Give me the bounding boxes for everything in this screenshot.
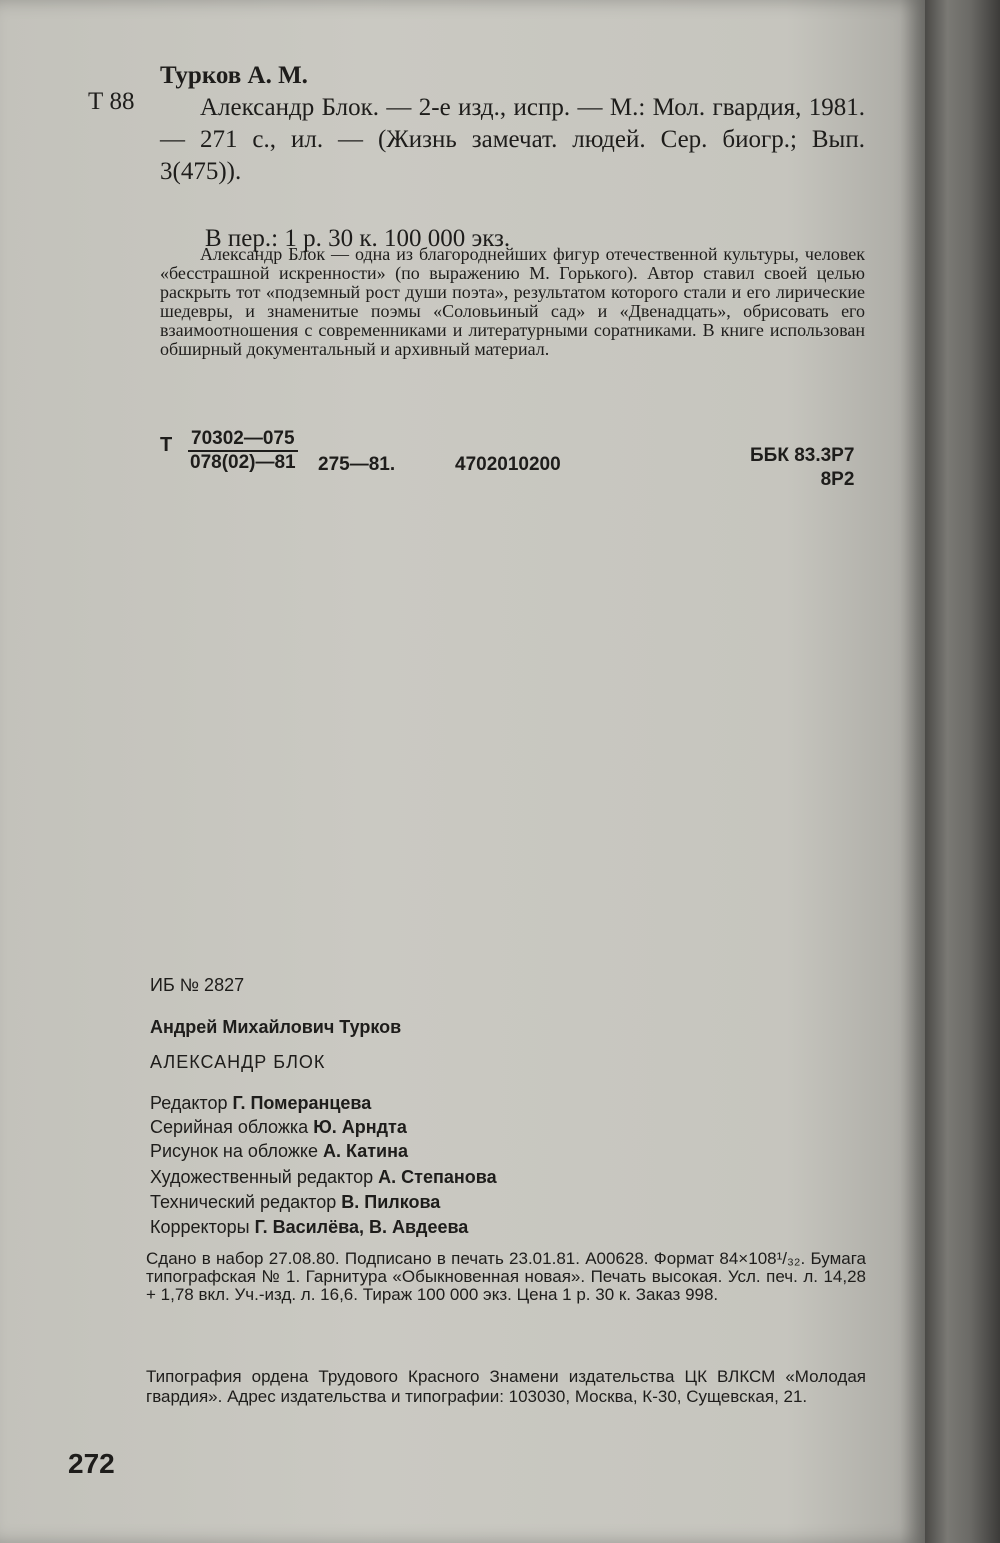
bbk-line-2: 8Р2	[820, 469, 855, 490]
credit-line	[150, 1167, 497, 1188]
classification-sequence: 275—81.	[318, 454, 396, 475]
credit-role: Серийная обложка	[150, 1117, 309, 1137]
credit-role: Технический редактор	[150, 1192, 337, 1212]
classification-letter: Т	[160, 434, 173, 456]
credit-name: А. Степанова	[378, 1167, 497, 1187]
classification-denominator: 078(02)—81	[190, 452, 296, 473]
credit-name: Г. Василёва, В. Авдеева	[254, 1217, 469, 1237]
classification-number: 4702010200	[455, 454, 561, 475]
credit-line	[150, 1093, 371, 1114]
price-circulation: В пер.: 1 р. 30 к. 100 000 экз.	[205, 225, 511, 252]
book-spine	[925, 0, 1000, 1543]
credit-name: В. Пилкова	[341, 1192, 441, 1212]
credit-line	[150, 1217, 468, 1238]
credit-role: Рисунок на обложке	[150, 1141, 318, 1161]
credit-name: Ю. Арндта	[313, 1117, 407, 1137]
bbk-index	[750, 444, 854, 492]
book-title: АЛЕКСАНДР БЛОК	[150, 1052, 326, 1072]
page-gutter-shadow	[900, 0, 925, 1543]
printing-house: Типография ордена Трудового Красного Знамени издательства ЦК ВЛКСМ «Молодая гвардия». Адрес издательства и типографии: 103030, Москва, К-30, Сущевская, 21.	[146, 1367, 866, 1406]
catalog-author: Турков А. М.	[160, 62, 308, 89]
credit-line	[150, 1141, 408, 1162]
ib-number: ИБ № 2827	[150, 975, 245, 995]
bibliographic-description: Александр Блок. — 2-е изд., испр. — М.: Мол. гвардия, 1981. — 271 с., ил. — (Жизнь замечат. людей. Сер. биогр.; Вып. 3(475)).	[160, 94, 865, 185]
author-full-name: Андрей Михайлович Турков	[150, 1017, 402, 1037]
publication-details: Сдано в набор 27.08.80. Подписано в печать 23.01.81. А00628. Формат 84×108¹/₃₂. Бумага типографская № 1. Гарнитура «Обыкновенная новая». Печать высокая. Усл. печ. л. 14,28 + 1,78 вкл. Уч.-изд. л. 16,6. Тираж 100 000 экз. Цена 1 р. 30 к. Заказ 998.	[146, 1249, 866, 1304]
credit-role: Редактор	[150, 1093, 228, 1113]
catalog-code: Т 88	[88, 88, 135, 115]
credit-role: Художественный редактор	[150, 1167, 374, 1187]
bbk-line-1: ББК 83.3Р7	[750, 445, 855, 466]
credit-name: А. Катина	[323, 1141, 408, 1161]
annotation: Александр Блок — одна из благороднейших фигур отечественной культуры, человек «бесстрашной искренности» (по выражению М. Горького). Автор ставил своей целью раскрыть тот «подземный рост души поэта», результатом которого стали и его лирические шедевры, и знаменитые поэмы «Соловьиный сад» и «Двенадцать», обрисовать его взаимоотношения с современниками и литературными соратниками. В книге использован обширный документальный и архивный материал.	[160, 244, 865, 359]
credit-role: Корректоры	[150, 1217, 250, 1237]
classification-numerator: 70302—075	[188, 428, 298, 452]
classification-fraction	[188, 428, 298, 474]
credit-name: Г. Померанцева	[232, 1093, 372, 1113]
credit-line	[150, 1117, 407, 1138]
page-number: 272	[68, 1448, 115, 1479]
credit-line	[150, 1192, 440, 1213]
